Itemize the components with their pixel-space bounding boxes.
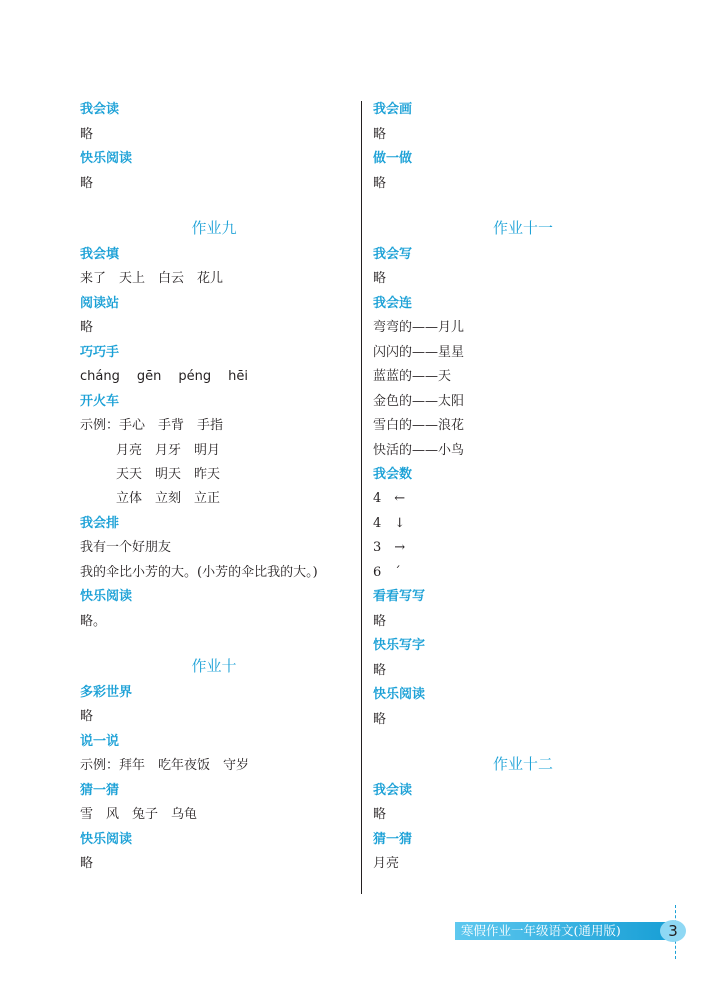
section-heading: 猜一猜 [373, 832, 413, 847]
section-heading: 我会写 [373, 247, 413, 262]
answer-text: 我的伞比小芳的大。(小芳的伞比我的大。) [80, 565, 318, 580]
section-heading: 巧巧手 [80, 345, 120, 360]
stroke-count-row: 6 ˊ [373, 565, 401, 580]
column-divider [361, 101, 362, 894]
example-row: 月亮 月牙 明月 [116, 443, 221, 458]
match-row: 弯弯的——月儿 [373, 320, 465, 335]
section-heading: 我会读 [80, 102, 120, 117]
pinyin-word: cháng [80, 369, 120, 384]
homework-title: 作业十二 [492, 755, 553, 773]
match-row: 蓝蓝的——天 [373, 369, 452, 384]
pinyin-answer [80, 369, 265, 385]
match-row: 金色的——太阳 [373, 394, 465, 409]
homework-title: 作业十 [191, 657, 237, 675]
section-heading: 快乐写字 [373, 638, 426, 653]
answer-text: 略 [373, 127, 387, 142]
book-title: 寒假作业一年级语文(通用版) [461, 923, 621, 938]
answer-text: 月亮 [373, 856, 400, 871]
section-heading: 说一说 [80, 734, 120, 749]
example-row: 天天 明天 昨天 [116, 467, 221, 482]
answer-text: 略 [373, 614, 387, 629]
section-heading: 我会填 [80, 247, 120, 262]
page-number: 3 [668, 922, 678, 940]
match-row: 快活的——小鸟 [373, 443, 465, 458]
answer-text: 略 [373, 807, 387, 822]
answer-text: 雪 风 兔子 乌龟 [80, 807, 198, 822]
section-heading: 做一做 [373, 151, 413, 166]
stroke-count-row: 3 → [373, 540, 406, 555]
example-row: 立体 立刻 立正 [116, 491, 221, 506]
stroke-count-row: 4 ← [373, 491, 406, 506]
section-heading: 猜一猜 [80, 783, 120, 798]
section-heading: 我会读 [373, 783, 413, 798]
section-heading: 快乐阅读 [80, 589, 133, 604]
section-heading: 快乐阅读 [80, 151, 133, 166]
section-heading: 快乐阅读 [373, 687, 426, 702]
answer-text: 略。 [80, 614, 107, 629]
answer-text: 示例：拜年 吃年夜饭 守岁 [80, 758, 250, 773]
answer-text: 略 [373, 271, 387, 286]
section-heading: 我会数 [373, 467, 413, 482]
answer-text: 略 [80, 176, 94, 191]
example-row: 示例：手心 手背 手指 [80, 418, 224, 433]
section-heading: 阅读站 [80, 296, 120, 311]
answer-text: 略 [80, 320, 94, 335]
pinyin-word: hēi [228, 369, 248, 384]
answer-text: 来了 天上 白云 花儿 [80, 271, 224, 286]
answer-text: 略 [373, 176, 387, 191]
homework-title: 作业十一 [492, 219, 553, 237]
section-heading: 我会排 [80, 516, 120, 531]
answer-text: 略 [373, 712, 387, 727]
section-heading: 我会画 [373, 102, 413, 117]
pinyin-word: péng [178, 369, 212, 384]
pinyin-word: gēn [136, 369, 162, 384]
section-heading: 我会连 [373, 296, 413, 311]
match-row: 雪白的——浪花 [373, 418, 465, 433]
answer-text: 略 [80, 127, 94, 142]
stroke-count-row: 4 ↓ [373, 516, 406, 531]
section-heading: 快乐阅读 [80, 832, 133, 847]
section-heading: 多彩世界 [80, 685, 133, 700]
match-row: 闪闪的——星星 [373, 345, 465, 360]
homework-title: 作业九 [191, 219, 237, 237]
section-heading: 开火车 [80, 394, 120, 409]
answer-text: 我有一个好朋友 [80, 540, 172, 555]
answer-text: 略 [80, 856, 94, 871]
answer-text: 略 [80, 709, 94, 724]
section-heading: 看看写写 [373, 589, 426, 604]
answer-text: 略 [373, 663, 387, 678]
